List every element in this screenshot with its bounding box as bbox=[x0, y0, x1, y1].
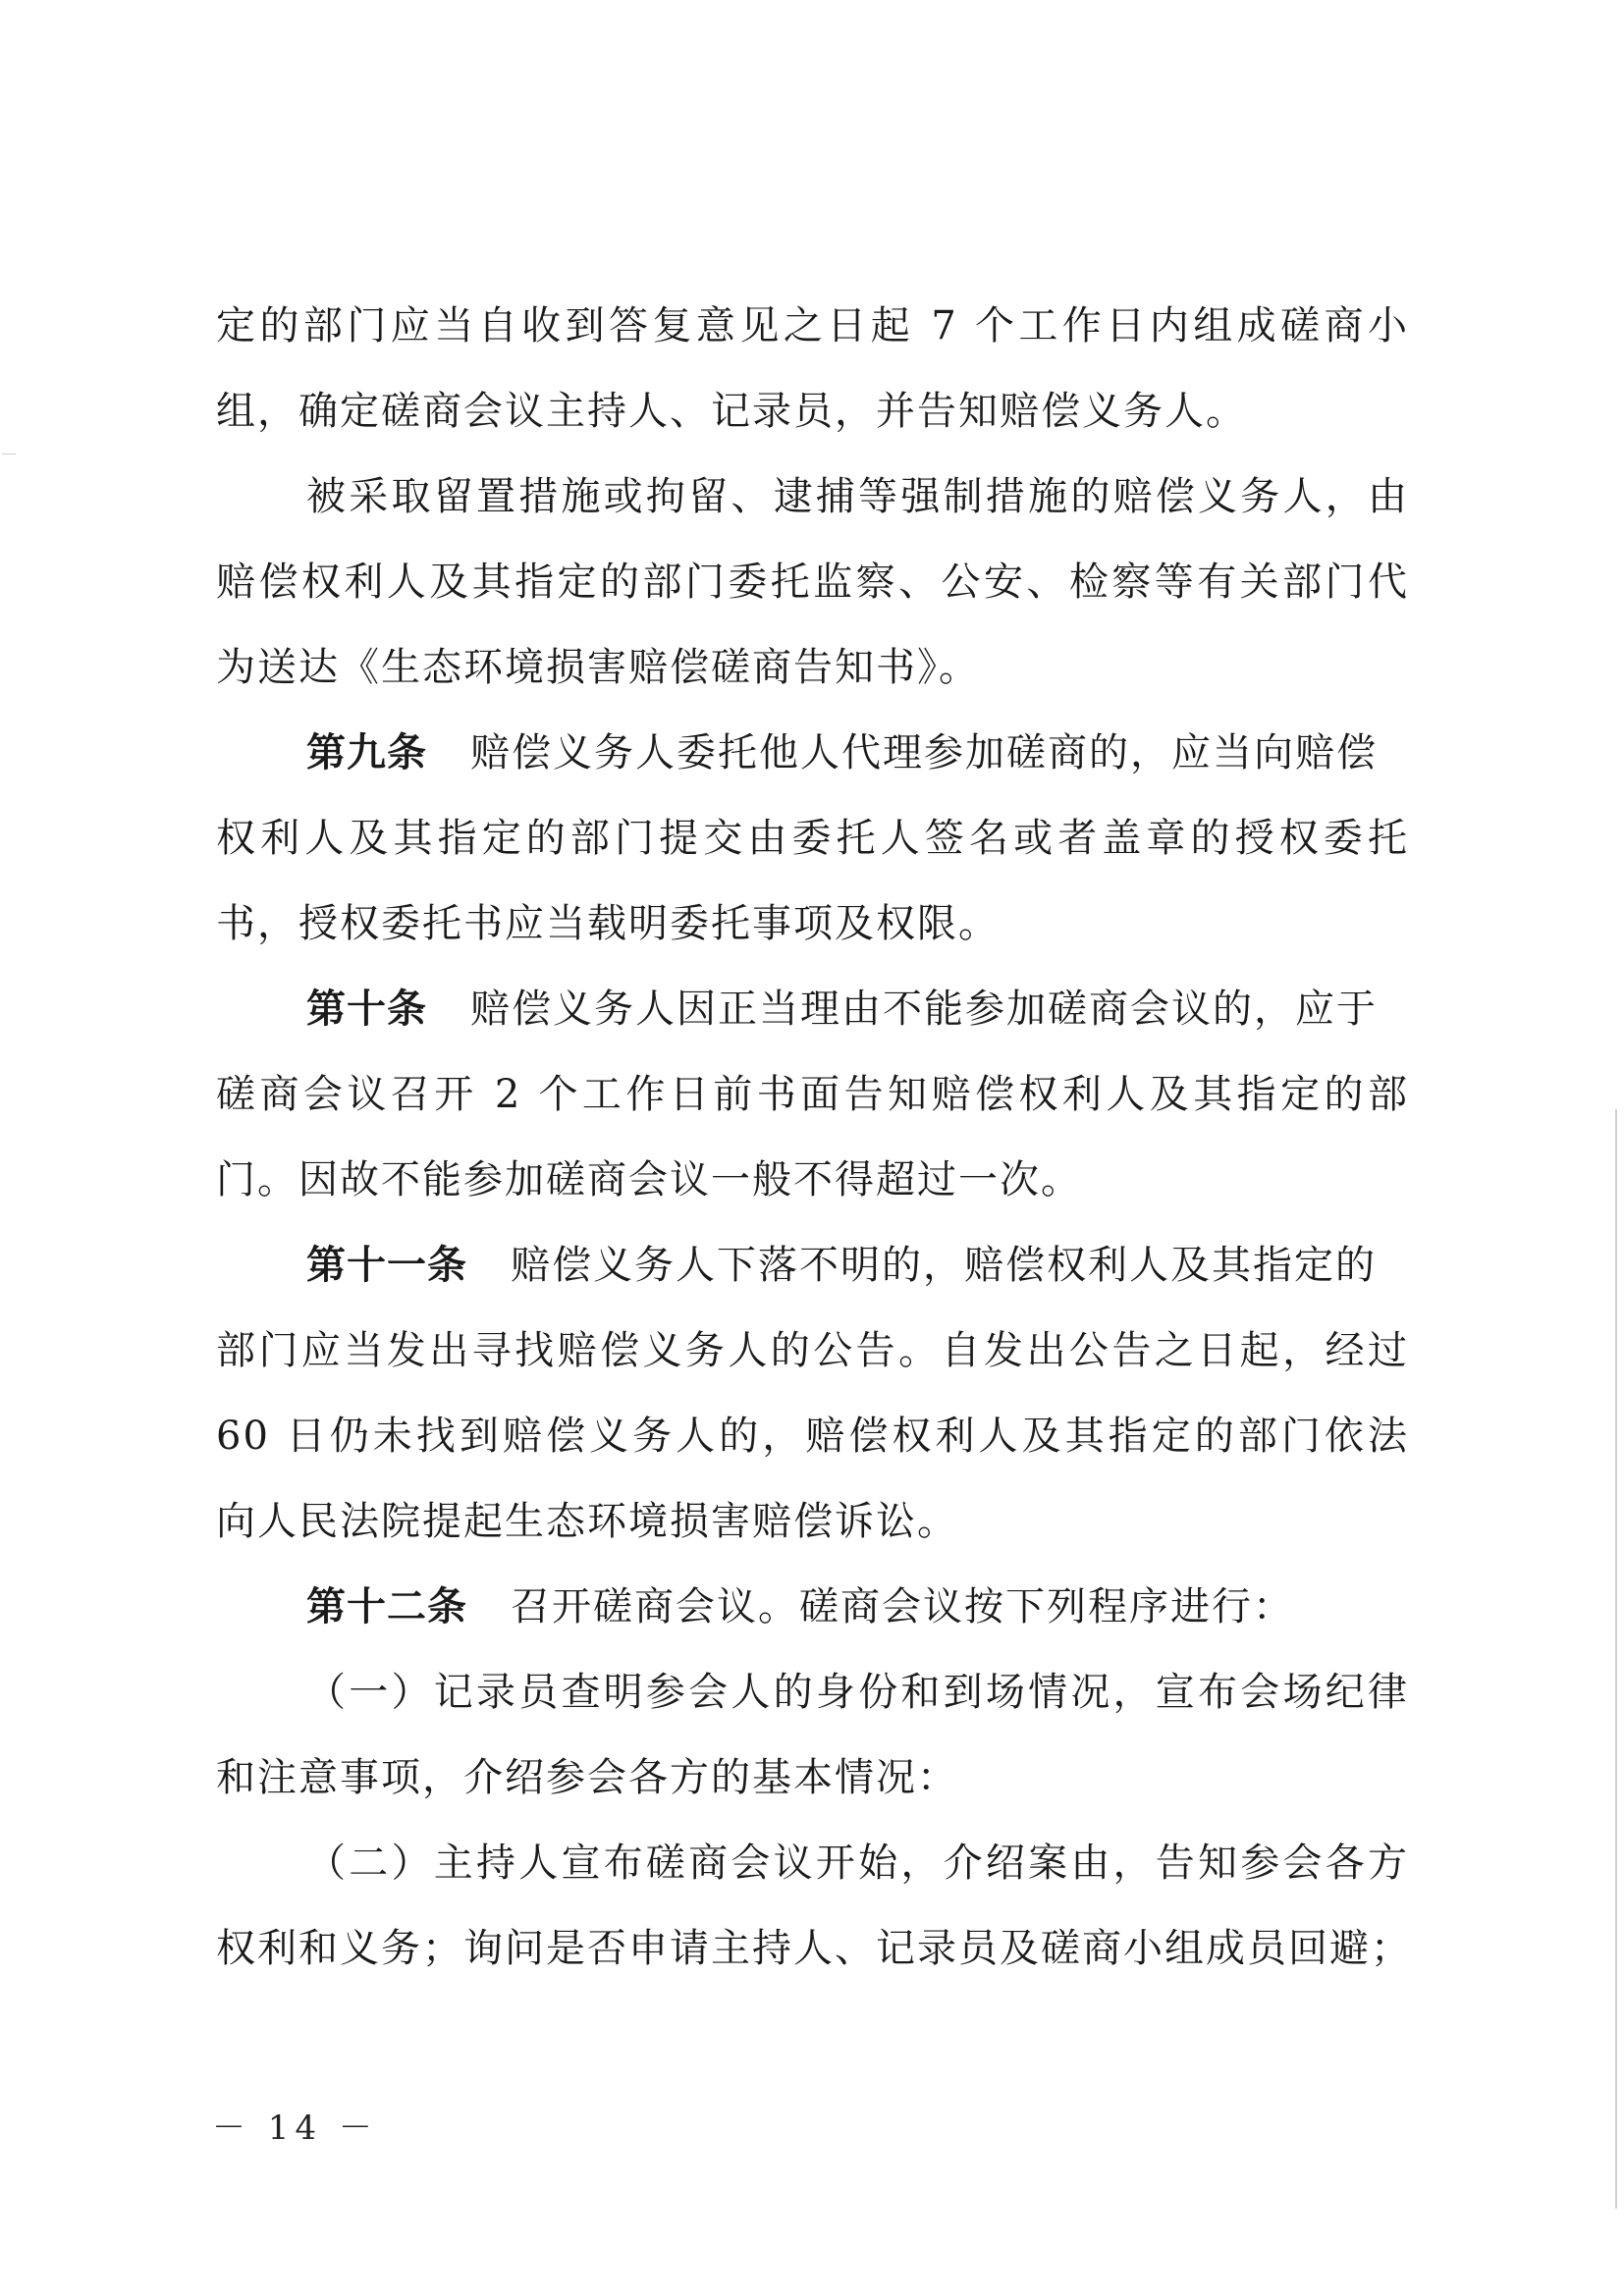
line-text: 磋商会议召开 2 个工作日前书面告知赔偿权利人及其指定的部 bbox=[216, 1072, 1409, 1117]
article-line bbox=[306, 986, 1409, 1033]
body-line bbox=[216, 559, 1409, 606]
body-line bbox=[216, 1754, 1409, 1801]
body-line bbox=[216, 1156, 1409, 1203]
body-line bbox=[216, 1413, 1409, 1460]
article-heading: 第九条 bbox=[306, 730, 427, 775]
line-text: 权利和义务；询问是否申请主持人、记录员及磋商小组成员回避； bbox=[216, 1926, 1412, 1971]
body-line bbox=[216, 1327, 1409, 1374]
body-line bbox=[216, 1498, 1409, 1545]
line-text: 向人民法院提起生态环境损害赔偿诉讼。 bbox=[216, 1499, 958, 1544]
line-text: 为送达《生态环境损害赔偿磋商告知书》。 bbox=[216, 645, 980, 690]
line-text: （一）记录员查明参会人的身份和到场情况，宣布会场纪律 bbox=[306, 1670, 1409, 1715]
body-line bbox=[216, 388, 1409, 435]
line-text: 权利人及其指定的部门提交由委托人签名或者盖章的授权委托 bbox=[216, 816, 1409, 861]
line-text: 被采取留置措施或拘留、逮捕等强制措施的赔偿义务人，由 bbox=[306, 474, 1409, 519]
article-heading: 第十条 bbox=[306, 987, 427, 1032]
body-line bbox=[216, 1925, 1412, 1972]
line-text: 定的部门应当自收到答复意见之日起 7 个工作日内组成磋商小 bbox=[216, 303, 1409, 348]
line-text: 赔偿义务人下落不明的，赔偿权利人及其指定的 bbox=[511, 1243, 1377, 1288]
article-line bbox=[306, 1583, 1409, 1630]
line-text: 组，确定磋商会议主持人、记录员，并告知赔偿义务人。 bbox=[216, 389, 1247, 434]
line-text: 赔偿义务人因正当理由不能参加磋商会议的，应于 bbox=[470, 987, 1378, 1032]
line-text: 和注意事项，介绍参会各方的基本情况： bbox=[216, 1755, 958, 1800]
body-line bbox=[306, 1840, 1409, 1887]
body-line bbox=[306, 473, 1409, 520]
line-text: 书，授权委托书应当载明委托事项及权限。 bbox=[216, 901, 1000, 946]
page-number: － 14 － bbox=[212, 2109, 378, 2148]
line-text: 60 日仍未找到赔偿义务人的，赔偿权利人及其指定的部门依法 bbox=[216, 1414, 1409, 1459]
article-line bbox=[306, 1242, 1409, 1289]
line-text: 赔偿权利人及其指定的部门委托监察、公安、检察等有关部门代 bbox=[216, 560, 1409, 605]
body-line bbox=[216, 302, 1409, 349]
article-heading: 第十二条 bbox=[306, 1584, 467, 1629]
line-text: 门。因故不能参加磋商会议一般不得超过一次。 bbox=[216, 1157, 1082, 1202]
article-heading: 第十一条 bbox=[306, 1243, 467, 1288]
body-line bbox=[216, 1071, 1409, 1118]
scan-edge-mark bbox=[1615, 1109, 1617, 2209]
line-text: 赔偿义务人委托他人代理参加磋商的，应当向赔偿 bbox=[470, 730, 1378, 775]
article-line bbox=[306, 729, 1409, 776]
body-line bbox=[306, 1669, 1409, 1716]
body-line bbox=[216, 900, 1409, 947]
line-text: 召开磋商会议。磋商会议按下列程序进行： bbox=[511, 1584, 1294, 1629]
line-text: 部门应当发出寻找赔偿义务人的公告。自发出公告之日起，经过 bbox=[216, 1328, 1409, 1373]
line-text: （二）主持人宣布磋商会议开始，介绍案由，告知参会各方 bbox=[306, 1841, 1409, 1886]
body-line bbox=[216, 815, 1409, 862]
body-line bbox=[216, 644, 1409, 691]
